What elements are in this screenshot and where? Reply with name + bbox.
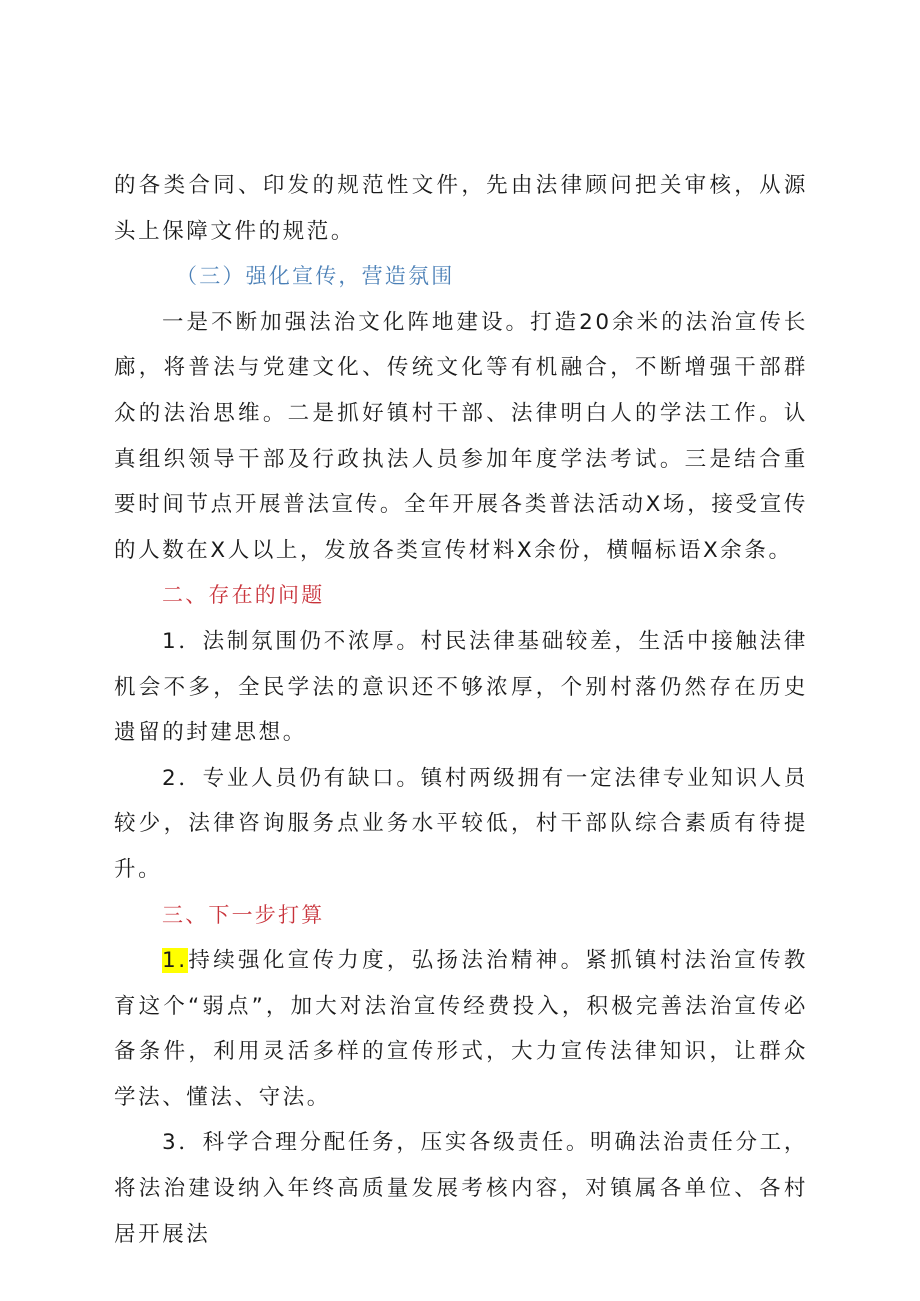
document-body (114, 163, 808, 1257)
paragraph-problem-1: 1．法制氛围仍不浓厚。村民法律基础较差，生活中接触法律机会不多，全民学法的意识还不够浓厚，个别村落仍然存在历史遗留的封建思想。 (114, 628, 808, 746)
heading-existing-problems: 二、存在的问题 (162, 583, 325, 608)
highlighted-list-number: 1. (162, 948, 188, 974)
paragraph-contract-review: 的各类合同、印发的规范性文件，先由法律顾问把关审核，从源头上保障文件的规范。 (114, 173, 808, 244)
heading-next-steps: 三、下一步打算 (162, 902, 325, 927)
paragraph-plan-1 (114, 938, 808, 1120)
plan-1-text: 持续强化宣传力度，弘扬法治精神。紧抓镇村法治宣传教育这个“弱点”，加大对法治宣传经费投入，积极完善法治宣传必备条件，利用灵活多样的宣传形式，大力宣传法律知识，让群众学法、懂法、守法。 (114, 948, 808, 1110)
paragraph-publicity-work: 一是不断加强法治文化阵地建设。打造20余米的法治宣传长廊，将普法与党建文化、传统文化等有机融合，不断增强干部群众的法治思维。二是抓好镇村干部、法律明白人的学法工作。认真组织领导干部及行政执法人员参加年度学法考试。三是结合重要时间节点开展普法宣传。全年开展各类普法活动X场，接受宣传的人数在X人以上，发放各类宣传材料X余份，横幅标语X余条。 (114, 309, 808, 563)
paragraph-problem-2: 2．专业人员仍有缺口。镇村两级拥有一定法律专业知识人员较少，法律咨询服务点业务水平较低，村干部队综合素质有待提升。 (114, 765, 808, 882)
paragraph-plan-3: 3．科学合理分配任务，压实各级责任。明确法治责任分工，将法治建设纳入年终高质量发展考核内容，对镇属各单位、各村居开展法 (114, 1130, 808, 1247)
subheading-strengthen-publicity: （三）强化宣传，营造氛围 (176, 264, 455, 289)
